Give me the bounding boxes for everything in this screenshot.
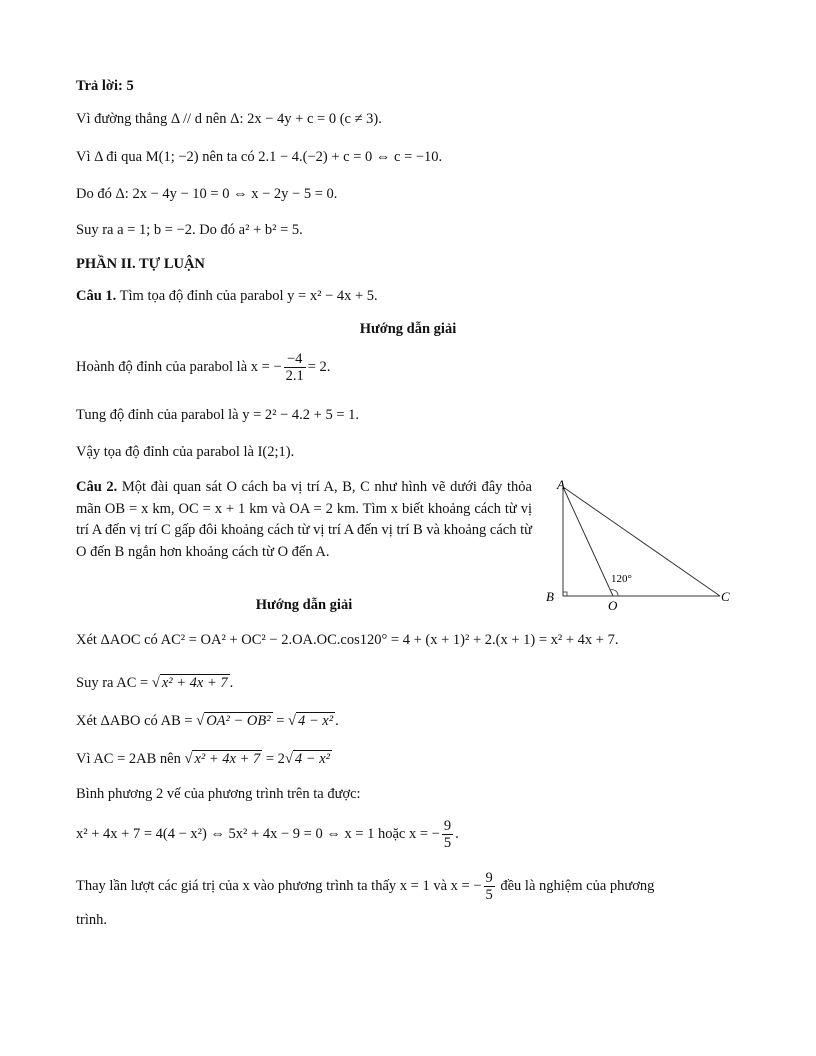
q2-step-3: Xét ΔABO có AB = √ OA² − OB² = √ 4 − x² . bbox=[76, 713, 339, 729]
q2-step-7-continued: trình. bbox=[76, 912, 108, 928]
answer-line-4: Suy ra a = 1; b = −2. Do đó a² + b² = 5. bbox=[76, 222, 303, 238]
q2-step-5: Bình phương 2 vế của phương trình trên ta được: bbox=[76, 786, 361, 802]
q2-step-6-num: 9 bbox=[443, 818, 452, 834]
segment-AC bbox=[563, 487, 720, 596]
q1-fraction-num: −4 bbox=[284, 351, 306, 368]
q1-sol1-lhs: x = − bbox=[250, 358, 282, 375]
label-angle: 120° bbox=[611, 573, 632, 585]
answer-label: Trả lời: 5 bbox=[76, 78, 134, 94]
q1-solution-2: Tung độ đỉnh của parabol là y = 2² − 4.2 + 5 = 1. bbox=[76, 407, 359, 423]
q2-step-3-radicand-2: 4 − x² bbox=[297, 713, 334, 729]
q2-step-7-num: 9 bbox=[485, 870, 493, 886]
q2-step-7 bbox=[76, 870, 654, 903]
q1-solution-3: Vậy tọa độ đỉnh của parabol là I(2;1). bbox=[76, 444, 295, 460]
q2-step-2-end: . bbox=[229, 675, 234, 691]
question-1-text: Tìm tọa độ đỉnh của parabol y = x² − 4x + 5. bbox=[116, 288, 378, 304]
q2-step-4-radicand-1: x² + 4x + 7 bbox=[194, 751, 261, 767]
triangle-figure bbox=[540, 474, 740, 614]
q2-step-7-text: Thay lần lượt các giá trị của x vào phương trình ta thấy x = 1 và x = − bbox=[76, 877, 482, 894]
q2-step-1: Xét ΔAOC có AC² = OA² + OC² − 2.OA.OC.cos120° = 4 + (x + 1)² + 2.(x + 1) = x² + 4x + 7. bbox=[76, 632, 619, 648]
q2-step-6-text: x² + 4x + 7 = 4(4 − x²) ⇔ 5x² + 4x − 9 = 0 ⇔ x = 1 hoặc x = − bbox=[76, 825, 440, 842]
question-2-label: Câu 2. bbox=[76, 479, 118, 495]
label-A: A bbox=[557, 477, 565, 492]
answer-line-1: Vì đường thẳng Δ // d nên Δ: 2x − 4y + c = 0 (c ≠ 3). bbox=[76, 111, 382, 127]
q2-step-7-fraction bbox=[484, 870, 495, 903]
q2-step-4-text: Vì AC = 2AB nên bbox=[76, 751, 185, 767]
q2-step-2-text: Suy ra AC = bbox=[76, 675, 152, 691]
q2-step-4-radicand-2: 4 − x² bbox=[294, 751, 330, 767]
right-angle-mark bbox=[563, 592, 567, 596]
q2-step-2: Suy ra AC = √ x² + 4x + 7 . bbox=[76, 675, 234, 691]
q1-sol1-rhs: = 2. bbox=[307, 358, 331, 375]
q2-step-3-end: . bbox=[335, 713, 339, 729]
label-C: C bbox=[721, 589, 730, 604]
q2-step-2-radicand: x² + 4x + 7 bbox=[161, 675, 228, 691]
question-2-text: Một đài quan sát O cách ba vị trí A, B, C như hình vẽ dưới đây thỏa mãn OB = x km, OC = x + 1 km và OA = 2 km. Tìm x biết khoảng cách từ vị trí A đến vị trí C gấp đôi khoảng cách từ vị trí A đến vị trí B và khoảng cách từ O đến B ngắn hơn khoảng cách từ O đến A. bbox=[76, 479, 532, 560]
q1-guide-heading: Hướng dẫn giải bbox=[359, 321, 457, 337]
q2-step-3-text: Xét ΔABO có AB = bbox=[76, 713, 197, 729]
q2-step-6 bbox=[76, 818, 459, 851]
q2-step-7-end: đều là nghiệm của phương bbox=[496, 877, 655, 894]
question-1 bbox=[76, 288, 378, 305]
q2-step-3-radicand-1: OA² − OB² bbox=[206, 713, 271, 729]
question-2 bbox=[76, 477, 532, 563]
q1-solution-1 bbox=[76, 351, 330, 384]
q2-step-7-den: 5 bbox=[485, 887, 493, 903]
answer-line-2: Vì Δ đi qua M(1; −2) nên ta có 2.1 − 4.(−2) + c = 0 ⇔ c = −10. bbox=[76, 149, 443, 165]
q2-step-6-end: . bbox=[455, 825, 459, 842]
q2-guide-heading: Hướng dẫn giải bbox=[255, 597, 353, 613]
q2-step-6-fraction bbox=[442, 818, 453, 851]
answer-line-3: Do đó Δ: 2x − 4y − 10 = 0 ⇔ x − 2y − 5 = 0. bbox=[76, 186, 338, 202]
section-title: PHẦN II. TỰ LUẬN bbox=[76, 256, 205, 272]
q2-step-4-eq: = 2 bbox=[262, 751, 285, 767]
q1-fraction bbox=[284, 351, 306, 384]
q1-sol1-text: Hoành độ đỉnh của parabol là bbox=[76, 358, 251, 375]
label-B: B bbox=[546, 589, 554, 604]
label-O: O bbox=[608, 598, 618, 613]
q2-step-4: Vì AC = 2AB nên √ x² + 4x + 7 = 2√ 4 − x² bbox=[76, 751, 330, 767]
q1-fraction-den: 2.1 bbox=[285, 368, 304, 384]
segment-AO bbox=[563, 487, 613, 596]
q2-step-3-eq: = bbox=[272, 713, 289, 729]
question-1-label: Câu 1. bbox=[76, 288, 117, 304]
q2-step-6-den: 5 bbox=[443, 835, 452, 851]
